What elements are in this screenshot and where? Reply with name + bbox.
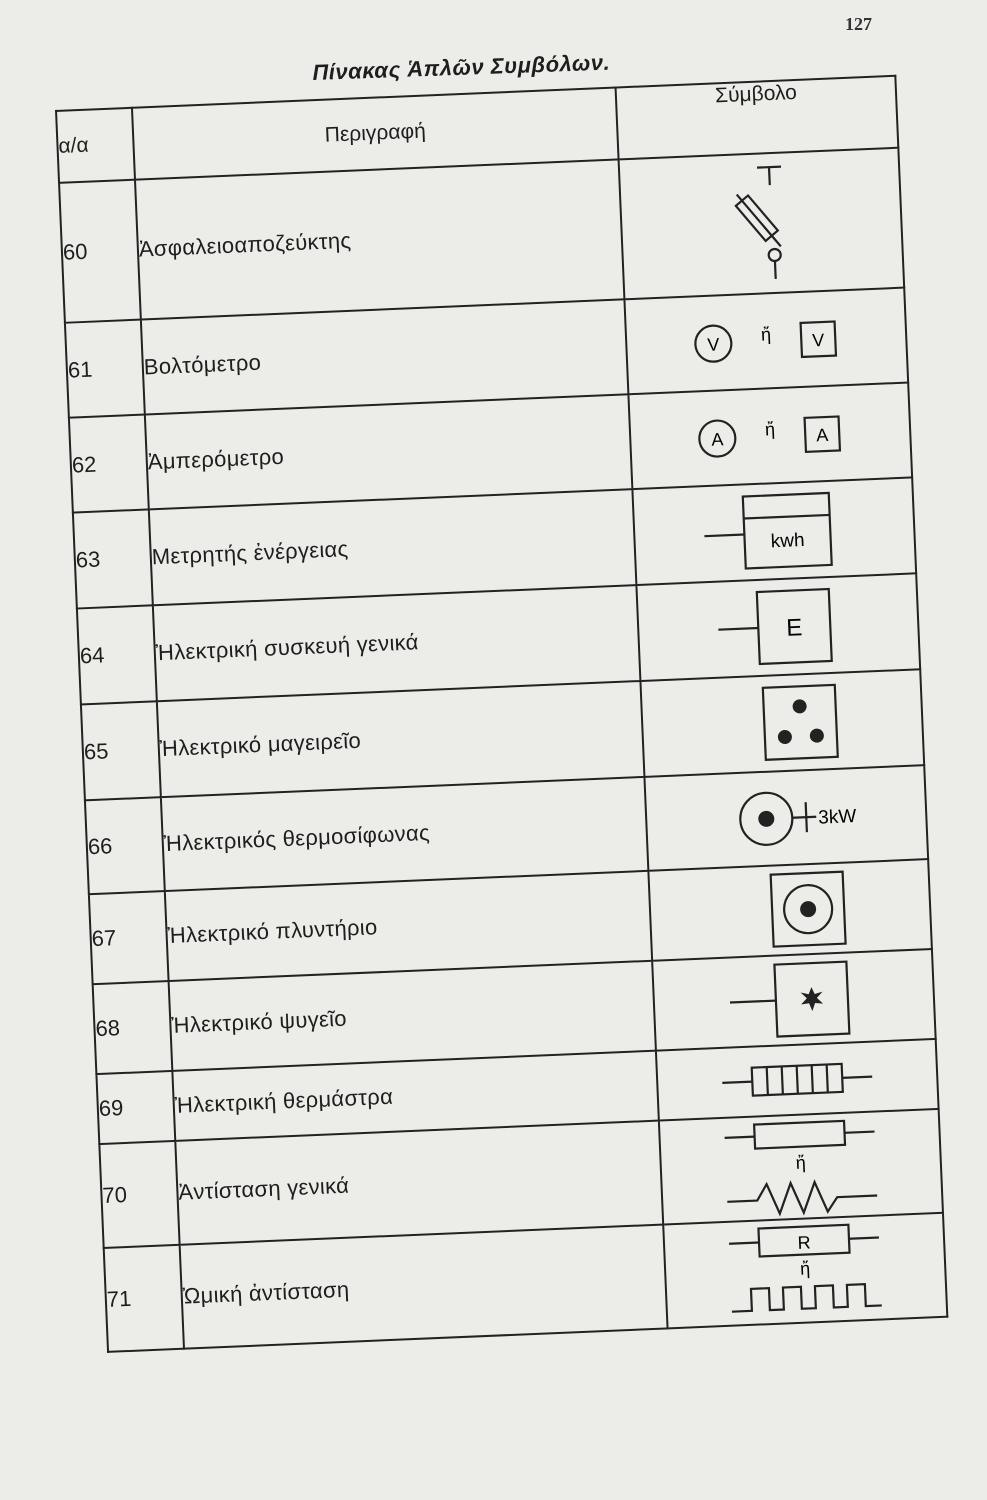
row-number: 62	[69, 415, 149, 513]
row-description: Ἠλεκτρικό ψυγεῖο	[169, 961, 656, 1071]
washing-machine-icon	[648, 859, 932, 961]
resistor-general-icon	[659, 1109, 943, 1225]
ohmic-resistor-label: R	[797, 1232, 811, 1253]
voltmeter-letter: V	[706, 333, 720, 355]
row-number: 66	[85, 797, 165, 894]
electric-heater-icon	[656, 1039, 939, 1121]
row-number: 68	[93, 981, 173, 1074]
ohmic-resistor-icon	[663, 1213, 947, 1329]
row-description: Ἠλεκτρικό πλυντήριο	[165, 871, 652, 981]
symbols-table-wrapper	[55, 75, 947, 1369]
row-number: 70	[99, 1141, 179, 1248]
page-title: Πίνακας Ἁπλῶν Συμβόλων.	[312, 49, 611, 85]
row-description: Ἀσφαλειοαποζεύκτης	[135, 159, 624, 319]
or-word: ἤ	[799, 1258, 811, 1279]
ammeter-icon	[628, 383, 912, 490]
energy-meter-icon	[632, 477, 916, 585]
symbols-table	[55, 75, 948, 1353]
ammeter-letter: A	[710, 428, 724, 450]
row-description: Ἠλεκτρική θερμάστρα	[172, 1051, 659, 1141]
page-number: 127	[845, 14, 872, 34]
row-number: 63	[73, 509, 153, 608]
row-number: 67	[89, 891, 169, 984]
row-description: Ἠλεκτρικό μαγειρεῖο	[157, 681, 645, 797]
appliance-label: E	[785, 614, 803, 642]
row-description: Ἀμπερόμετρο	[145, 394, 633, 509]
electric-stove-icon	[640, 669, 924, 777]
refrigerator-icon	[652, 949, 936, 1051]
or-word: ἤ	[764, 418, 776, 440]
voltmeter-icon	[624, 288, 908, 395]
voltmeter-letter-alt: V	[811, 329, 825, 350]
row-number: 69	[96, 1071, 175, 1144]
fuse-disconnector-icon	[619, 148, 905, 300]
header-symbol: Σύμβολο	[616, 76, 899, 160]
row-description: Ἠλεκτρικός θερμοσίφωνας	[161, 777, 649, 891]
row-description: Βολτόμετρο	[141, 299, 629, 414]
row-description: Ἀντίσταση γενικά	[175, 1121, 663, 1245]
water-heater-label: 3kW	[817, 806, 857, 829]
row-description: Μετρητής ἐνέργειας	[149, 489, 637, 605]
header-description: Περιγραφή	[132, 88, 619, 180]
row-description: Ἠλεκτρική συσκευή γενικά	[153, 585, 641, 701]
energy-meter-label: kwh	[770, 529, 806, 553]
row-number: 64	[77, 605, 157, 704]
header-number: α/α	[56, 108, 135, 183]
ammeter-letter-alt: A	[815, 424, 829, 445]
row-number: 71	[104, 1245, 184, 1352]
row-number: 60	[59, 180, 141, 323]
row-description: Ὠμική ἀντίσταση	[180, 1225, 668, 1349]
row-number: 61	[65, 320, 145, 418]
or-word: ἤ	[760, 323, 772, 345]
row-number: 65	[81, 701, 161, 800]
or-word: ἤ	[795, 1152, 807, 1173]
electric-appliance-icon	[636, 573, 920, 681]
water-heater-icon	[644, 765, 928, 871]
